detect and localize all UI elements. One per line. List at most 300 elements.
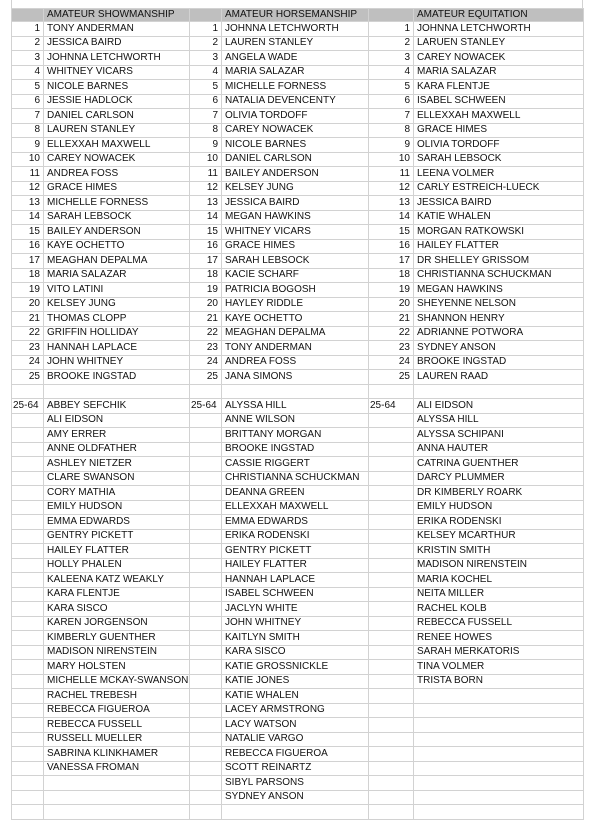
group-row: [12, 631, 584, 646]
group-entrant-name: ALI EIDSON: [44, 413, 190, 428]
group-entrant-name: KARA FLENTJE: [44, 587, 190, 602]
group-entrant-name: SARAH MERKATORIS: [414, 645, 584, 660]
empty-cell: [12, 660, 44, 675]
placing-row: [12, 94, 584, 109]
empty-cell: [12, 732, 44, 747]
entrant-name: SHANNON HENRY: [414, 312, 584, 327]
placing-number: 15: [190, 225, 222, 240]
placing-number: 10: [12, 152, 44, 167]
entrant-name: JOHNNA LETCHWORTH: [44, 51, 190, 66]
placing-row: [12, 36, 584, 51]
empty-cell: [414, 747, 584, 762]
group-entrant-name: REBECCA FIGUEROA: [44, 703, 190, 718]
placing-row: [12, 181, 584, 196]
placing-number: 18: [190, 268, 222, 283]
empty-cell: [12, 761, 44, 776]
placing-number: 21: [12, 312, 44, 327]
placing-row: [12, 254, 584, 269]
group-entrant-name: NEITA MILLER: [414, 587, 584, 602]
entrant-name: CHRISTIANNA SCHUCKMAN: [414, 268, 584, 283]
empty-cell: [12, 587, 44, 602]
group-row: [12, 689, 584, 704]
empty-cell: [190, 500, 222, 515]
group-row: [12, 457, 584, 472]
empty-cell: [190, 674, 222, 689]
header-num-cell: [369, 9, 414, 22]
entrant-name: MEAGHAN DEPALMA: [44, 254, 190, 269]
entrant-name: TONY ANDERMAN: [44, 22, 190, 37]
group-entrant-name: ALYSSA HILL: [222, 399, 369, 414]
placing-number: 1: [369, 22, 414, 37]
entrant-name: SYDNEY ANSON: [414, 341, 584, 356]
group-entrant-name: JACLYN WHITE: [222, 602, 369, 617]
placing-number: 2: [190, 36, 222, 51]
placing-number: 4: [369, 65, 414, 80]
placing-number: 4: [12, 65, 44, 80]
group-entrant-name: EMMA EDWARDS: [222, 515, 369, 530]
empty-cell: [369, 384, 414, 399]
group-entrant-name: ANNE OLDFATHER: [44, 442, 190, 457]
placing-row: [12, 109, 584, 124]
entrant-name: BROOKE INGSTAD: [414, 355, 584, 370]
group-entrant-name: SIBYL PARSONS: [222, 776, 369, 791]
empty-cell: [12, 703, 44, 718]
placing-row: [12, 341, 584, 356]
placing-number: 10: [190, 152, 222, 167]
placing-number: 21: [190, 312, 222, 327]
group-entrant-name: MARY HOLSTEN: [44, 660, 190, 675]
placing-number: 24: [12, 355, 44, 370]
empty-cell: [369, 776, 414, 791]
entrant-name: KAYE OCHETTO: [222, 312, 369, 327]
group-entrant-name: RACHEL TREBESH: [44, 689, 190, 704]
group-row: [12, 500, 584, 515]
placing-number: 17: [12, 254, 44, 269]
group-row: [12, 442, 584, 457]
placing-number: 7: [12, 109, 44, 124]
group-row: [12, 602, 584, 617]
placing-number: 19: [12, 283, 44, 298]
placing-number: 25: [190, 370, 222, 385]
placing-number: 7: [190, 109, 222, 124]
group-row: [12, 544, 584, 559]
empty-cell: [414, 689, 584, 704]
empty-cell: [190, 486, 222, 501]
placing-number: 11: [190, 167, 222, 182]
empty-cell: [190, 660, 222, 675]
entrant-name: ANDREA FOSS: [44, 167, 190, 182]
results-sheet: [11, 8, 583, 820]
empty-cell: [12, 776, 44, 791]
empty-cell: [369, 761, 414, 776]
placing-number: 14: [12, 210, 44, 225]
placing-number: 5: [369, 80, 414, 95]
placing-row: [12, 152, 584, 167]
placing-number: 23: [190, 341, 222, 356]
header-num-cell: [12, 9, 44, 22]
empty-cell: [12, 645, 44, 660]
placing-number: 24: [369, 355, 414, 370]
group-row: [12, 428, 584, 443]
group-entrant-name: KAITLYN SMITH: [222, 631, 369, 646]
entrant-name: LEENA VOLMER: [414, 167, 584, 182]
group-entrant-name: RACHEL KOLB: [414, 602, 584, 617]
entrant-name: MORGAN RATKOWSKI: [414, 225, 584, 240]
empty-cell: [414, 776, 584, 791]
placing-row: [12, 80, 584, 95]
entrant-name: GRACE HIMES: [222, 239, 369, 254]
entrant-name: JOHN WHITNEY: [44, 355, 190, 370]
entrant-name: KELSEY JUNG: [222, 181, 369, 196]
empty-cell: [190, 616, 222, 631]
empty-cell: [12, 718, 44, 733]
entrant-name: SARAH LEBSOCK: [44, 210, 190, 225]
placing-number: 22: [12, 326, 44, 341]
entrant-name: ELLEXXAH MAXWELL: [414, 109, 584, 124]
empty-cell: [190, 471, 222, 486]
empty-cell: [369, 515, 414, 530]
placing-number: 3: [190, 51, 222, 66]
empty-cell: [369, 500, 414, 515]
group-entrant-name: HAILEY FLATTER: [44, 544, 190, 559]
empty-cell: [12, 602, 44, 617]
group-entrant-name: MADISON NIRENSTEIN: [44, 645, 190, 660]
placing-number: 13: [12, 196, 44, 211]
group-entrant-name: DR KIMBERLY ROARK: [414, 486, 584, 501]
empty-cell: [414, 732, 584, 747]
group-entrant-name: EMMA EDWARDS: [44, 515, 190, 530]
empty-cell: [12, 486, 44, 501]
empty-cell: [222, 384, 369, 399]
entrant-name: LAUREN RAAD: [414, 370, 584, 385]
empty-cell: [190, 384, 222, 399]
group-entrant-name: BROOKE INGSTAD: [222, 442, 369, 457]
group-entrant-name: MADISON NIRENSTEIN: [414, 558, 584, 573]
entrant-name: MICHELLE FORNESS: [44, 196, 190, 211]
empty-cell: [369, 486, 414, 501]
placing-number: 3: [369, 51, 414, 66]
entrant-name: LAUREN STANLEY: [222, 36, 369, 51]
results-table: [11, 8, 584, 820]
entrant-name: WHITNEY VICARS: [44, 65, 190, 80]
placing-row: [12, 51, 584, 66]
empty-cell: [369, 616, 414, 631]
empty-cell: [190, 732, 222, 747]
entrant-name: KAYE OCHETTO: [44, 239, 190, 254]
placing-number: 19: [190, 283, 222, 298]
group-entrant-name: CORY MATHIA: [44, 486, 190, 501]
entrant-name: HANNAH LAPLACE: [44, 341, 190, 356]
entrant-name: BAILEY ANDERSON: [44, 225, 190, 240]
group-entrant-name: NATALIE VARGO: [222, 732, 369, 747]
header-row: [12, 9, 584, 22]
group-entrant-name: REBECCA FUSSELL: [414, 616, 584, 631]
results-table-body: [12, 9, 584, 820]
entrant-name: CAREY NOWACEK: [222, 123, 369, 138]
placing-number: 23: [369, 341, 414, 356]
empty-cell: [190, 602, 222, 617]
entrant-name: CAREY NOWACEK: [414, 51, 584, 66]
entrant-name: KATIE WHALEN: [414, 210, 584, 225]
entrant-name: DANIEL CARLSON: [44, 109, 190, 124]
empty-cell: [369, 790, 414, 805]
empty-cell: [12, 544, 44, 559]
entrant-name: JESSICA BAIRD: [414, 196, 584, 211]
empty-cell: [190, 573, 222, 588]
empty-cell: [12, 442, 44, 457]
empty-cell: [414, 718, 584, 733]
placing-number: 3: [12, 51, 44, 66]
group-entrant-name: VANESSA FROMAN: [44, 761, 190, 776]
placing-number: 8: [12, 123, 44, 138]
entrant-name: ISABEL SCHWEEN: [414, 94, 584, 109]
placing-number: 4: [190, 65, 222, 80]
group-entrant-name: ABBEY SEFCHIK: [44, 399, 190, 414]
empty-cell: [369, 660, 414, 675]
entrant-name: LAUREN STANLEY: [44, 123, 190, 138]
group-row: [12, 486, 584, 501]
entrant-name: VITO LATINI: [44, 283, 190, 298]
entrant-name: MEAGHAN DEPALMA: [222, 326, 369, 341]
empty-cell: [12, 384, 44, 399]
group-row: [12, 732, 584, 747]
empty-cell: [190, 428, 222, 443]
empty-cell: [369, 805, 414, 820]
group-entrant-name: ERIKA RODENSKI: [414, 515, 584, 530]
placing-row: [12, 22, 584, 37]
group-entrant-name: ANNE WILSON: [222, 413, 369, 428]
placing-row: [12, 370, 584, 385]
entrant-name: HAYLEY RIDDLE: [222, 297, 369, 312]
placing-number: 25: [12, 370, 44, 385]
empty-cell: [190, 544, 222, 559]
group-entrant-name: SABRINA KLINKHAMER: [44, 747, 190, 762]
group-entrant-name: RENEE HOWES: [414, 631, 584, 646]
placing-row: [12, 196, 584, 211]
entrant-name: NICOLE BARNES: [222, 138, 369, 153]
empty-cell: [190, 747, 222, 762]
placing-number: 17: [369, 254, 414, 269]
empty-cell: [190, 587, 222, 602]
empty-cell: [12, 573, 44, 588]
placing-row: [12, 123, 584, 138]
placing-number: 12: [190, 181, 222, 196]
empty-cell: [44, 776, 190, 791]
entrant-name: KARA FLENTJE: [414, 80, 584, 95]
entrant-name: HAILEY FLATTER: [414, 239, 584, 254]
group-entrant-name: ALYSSA SCHIPANI: [414, 428, 584, 443]
empty-cell: [190, 529, 222, 544]
entrant-name: JESSICA BAIRD: [44, 36, 190, 51]
group-entrant-name: REBECCA FIGUEROA: [222, 747, 369, 762]
group-entrant-name: ELLEXXAH MAXWELL: [222, 500, 369, 515]
placing-number: 6: [12, 94, 44, 109]
empty-cell: [190, 413, 222, 428]
empty-cell: [44, 805, 190, 820]
empty-cell: [369, 413, 414, 428]
empty-cell: [369, 747, 414, 762]
entrant-name: ANGELA WADE: [222, 51, 369, 66]
entrant-name: GRACE HIMES: [44, 181, 190, 196]
entrant-name: SARAH LEBSOCK: [414, 152, 584, 167]
placing-number: 1: [190, 22, 222, 37]
empty-cell: [369, 732, 414, 747]
group-row: [12, 616, 584, 631]
placing-number: 16: [12, 239, 44, 254]
placing-number: 8: [369, 123, 414, 138]
empty-cell: [44, 384, 190, 399]
entrant-name: JOHNNA LETCHWORTH: [222, 22, 369, 37]
group-row: [12, 761, 584, 776]
placing-number: 18: [12, 268, 44, 283]
group-row: [12, 515, 584, 530]
group-entrant-name: BRITTANY MORGAN: [222, 428, 369, 443]
empty-cell: [369, 428, 414, 443]
entrant-name: PATRICIA BOGOSH: [222, 283, 369, 298]
empty-cell: [12, 515, 44, 530]
entrant-name: MICHELLE FORNESS: [222, 80, 369, 95]
group-entrant-name: CHRISTIANNA SCHUCKMAN: [222, 471, 369, 486]
empty-cell: [12, 805, 44, 820]
placing-row: [12, 239, 584, 254]
entrant-name: KACIE SCHARF: [222, 268, 369, 283]
placing-number: 14: [190, 210, 222, 225]
placing-number: 21: [369, 312, 414, 327]
empty-cell: [414, 384, 584, 399]
placing-number: 11: [369, 167, 414, 182]
group-row: [12, 413, 584, 428]
entrant-name: NICOLE BARNES: [44, 80, 190, 95]
group-entrant-name: EMILY HUDSON: [414, 500, 584, 515]
group-entrant-name: KELSEY MCARTHUR: [414, 529, 584, 544]
empty-cell: [369, 573, 414, 588]
empty-cell: [369, 558, 414, 573]
placing-number: 23: [12, 341, 44, 356]
group-entrant-name: REBECCA FUSSELL: [44, 718, 190, 733]
empty-cell: [190, 558, 222, 573]
group-entrant-name: GENTRY PICKETT: [222, 544, 369, 559]
group-entrant-name: MARIA KOCHEL: [414, 573, 584, 588]
group-entrant-name: RUSSELL MUELLER: [44, 732, 190, 747]
entrant-name: BROOKE INGSTAD: [44, 370, 190, 385]
entrant-name: GRIFFIN HOLLIDAY: [44, 326, 190, 341]
group-row: [12, 399, 584, 414]
header-horsemanship: AMATEUR HORSEMANSHIP: [222, 9, 369, 22]
empty-cell: [12, 616, 44, 631]
entrant-name: LARUEN STANLEY: [414, 36, 584, 51]
entrant-name: JANA SIMONS: [222, 370, 369, 385]
empty-cell: [369, 457, 414, 472]
empty-cell: [369, 645, 414, 660]
placing-row: [12, 225, 584, 240]
header-equitation: AMATEUR EQUITATION: [414, 9, 584, 22]
empty-cell: [414, 761, 584, 776]
entrant-name: MEGAN HAWKINS: [222, 210, 369, 225]
group-row: [12, 790, 584, 805]
entrant-name: WHITNEY VICARS: [222, 225, 369, 240]
empty-cell: [190, 776, 222, 791]
placing-number: 20: [369, 297, 414, 312]
empty-cell: [12, 689, 44, 704]
empty-cell: [12, 413, 44, 428]
empty-cell: [369, 471, 414, 486]
group-entrant-name: MICHELLE MCKAY-SWANSON: [44, 674, 190, 689]
placing-number: 9: [190, 138, 222, 153]
group-entrant-name: AMY ERRER: [44, 428, 190, 443]
placing-number: 9: [369, 138, 414, 153]
placing-number: 5: [190, 80, 222, 95]
placing-number: 13: [369, 196, 414, 211]
entrant-name: THOMAS CLOPP: [44, 312, 190, 327]
placing-number: 13: [190, 196, 222, 211]
empty-cell: [12, 631, 44, 646]
group-row: [12, 805, 584, 820]
entrant-name: SHEYENNE NELSON: [414, 297, 584, 312]
placing-number: 9: [12, 138, 44, 153]
entrant-name: DANIEL CARLSON: [222, 152, 369, 167]
group-row: [12, 718, 584, 733]
group-entrant-name: DEANNA GREEN: [222, 486, 369, 501]
empty-cell: [190, 703, 222, 718]
empty-cell: [369, 703, 414, 718]
empty-cell: [369, 602, 414, 617]
entrant-name: MARIA SALAZAR: [414, 65, 584, 80]
placing-number: 20: [12, 297, 44, 312]
group-row: [12, 558, 584, 573]
empty-cell: [12, 428, 44, 443]
group-entrant-name: SYDNEY ANSON: [222, 790, 369, 805]
empty-cell: [369, 674, 414, 689]
group-entrant-name: ALI EIDSON: [414, 399, 584, 414]
group-label: 25-64: [190, 399, 222, 414]
placing-row: [12, 283, 584, 298]
entrant-name: ADRIANNE POTWORA: [414, 326, 584, 341]
empty-cell: [12, 471, 44, 486]
group-row: [12, 573, 584, 588]
placing-number: 22: [190, 326, 222, 341]
group-row: [12, 660, 584, 675]
group-label: 25-64: [12, 399, 44, 414]
empty-cell: [12, 529, 44, 544]
group-entrant-name: ALYSSA HILL: [414, 413, 584, 428]
group-entrant-name: GENTRY PICKETT: [44, 529, 190, 544]
placing-number: 16: [369, 239, 414, 254]
group-entrant-name: DARCY PLUMMER: [414, 471, 584, 486]
empty-cell: [12, 457, 44, 472]
entrant-name: OLIVIA TORDOFF: [222, 109, 369, 124]
entrant-name: KELSEY JUNG: [44, 297, 190, 312]
empty-cell: [369, 529, 414, 544]
group-entrant-name: LACY WATSON: [222, 718, 369, 733]
empty-cell: [369, 587, 414, 602]
header-showmanship: AMATEUR SHOWMANSHIP: [44, 9, 190, 22]
placing-number: 12: [369, 181, 414, 196]
placing-number: 2: [12, 36, 44, 51]
group-entrant-name: KATIE JONES: [222, 674, 369, 689]
group-entrant-name: TRISTA BORN: [414, 674, 584, 689]
placing-number: 6: [369, 94, 414, 109]
empty-cell: [12, 747, 44, 762]
placing-row: [12, 312, 584, 327]
entrant-name: ELLEXXAH MAXWELL: [44, 138, 190, 153]
placing-row: [12, 326, 584, 341]
placing-row: [12, 138, 584, 153]
empty-cell: [414, 790, 584, 805]
placing-number: 16: [190, 239, 222, 254]
entrant-name: JESSIE HADLOCK: [44, 94, 190, 109]
group-entrant-name: KATIE WHALEN: [222, 689, 369, 704]
group-entrant-name: KALEENA KATZ WEAKLY: [44, 573, 190, 588]
